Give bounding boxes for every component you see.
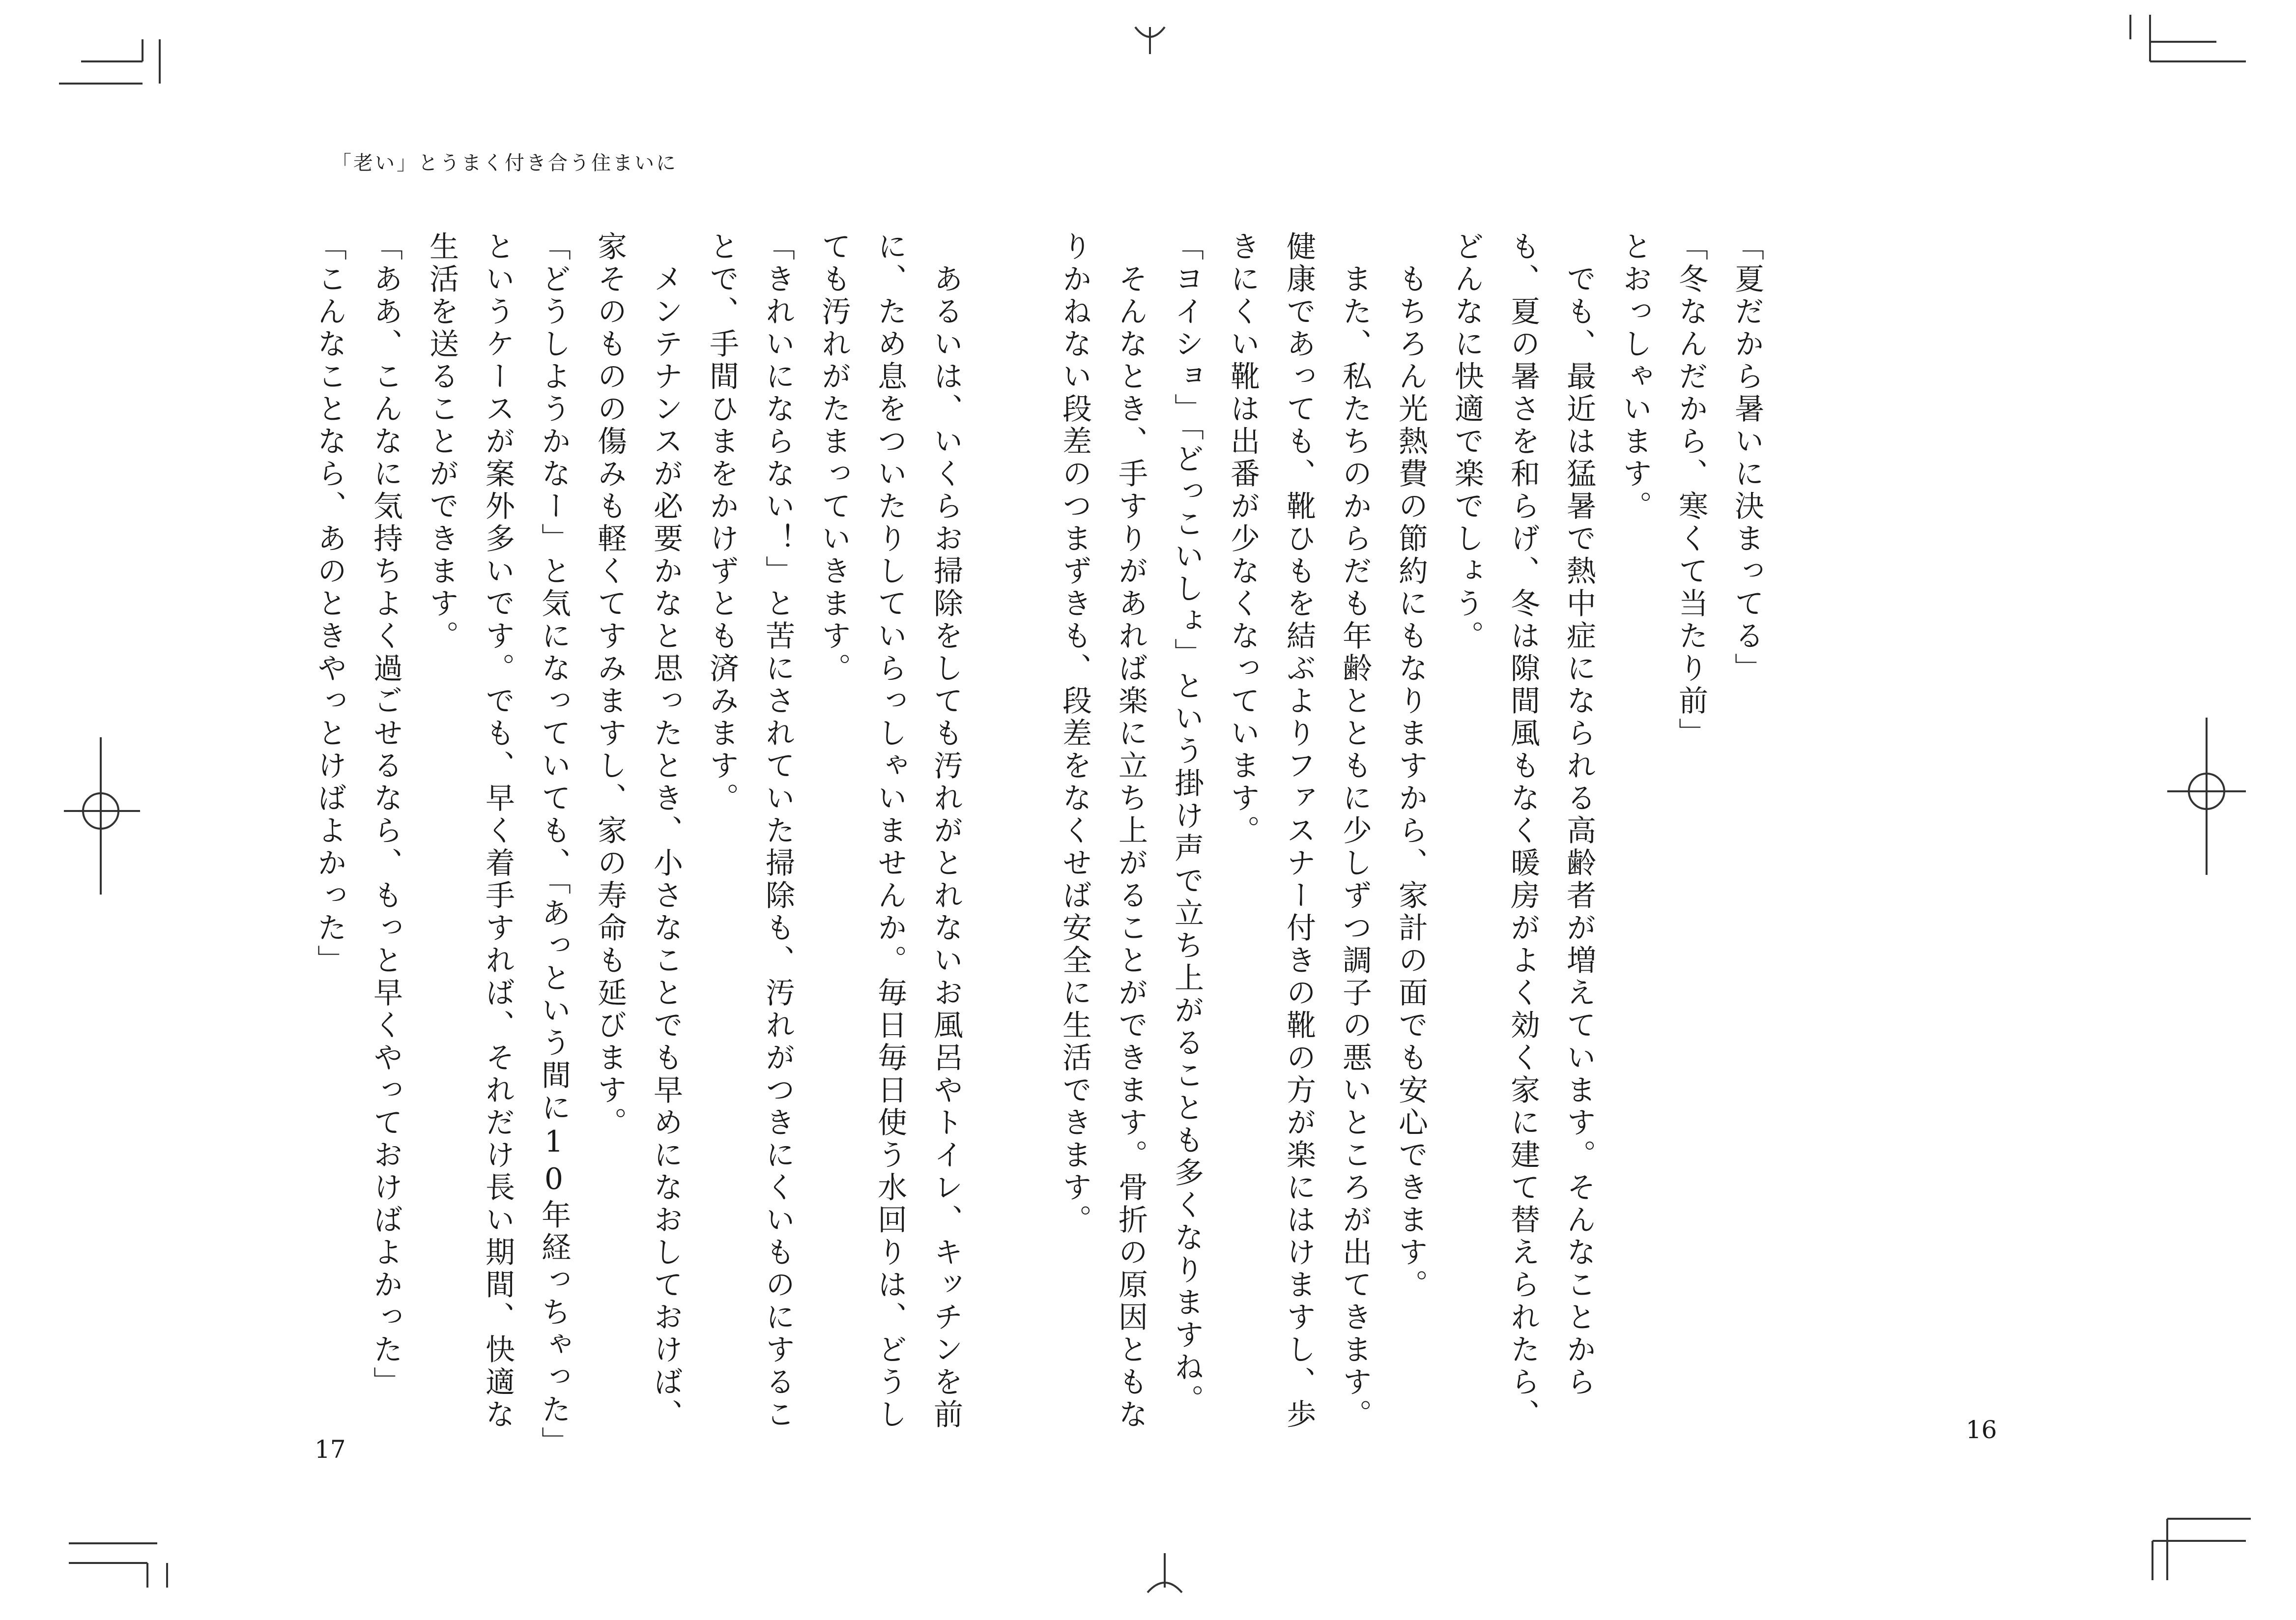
running-head: 「老い」とうまく付き合う住まいに [332,152,678,174]
text-line: 「ヨイショ」「どっこいしょ」という掛け声で立ち上がることも多くなりますね。 [1170,231,1204,1417]
text-line: 「きれいにならない！」と苦にされていた掃除も、汚れがつきにくいものにするこ [761,231,795,1431]
corner-mark-top-right [2130,15,2246,61]
text-line: 「どうしようかなー」と気になっていても、「あっという間に10年経っちゃった」 [537,231,571,1459]
text-line: 「こんなことなら、あのときやっとけばよかった」 [313,231,347,977]
text-line: も、夏の暑さを和らげ、冬は隙間風もなく暖房がよく効く家に建て替えられたら、 [1506,231,1540,1431]
text-line: メンテナンスが必要かなと思ったとき、小さなことでも早めになおしておけば、 [649,231,683,1431]
corner-mark-top-left [59,39,160,84]
page-17-body [302,231,974,1459]
text-line: とで、手間ひまをかけずとも済みます。 [705,231,739,815]
page-number-17: 17 [315,1435,346,1464]
text-line: に、ため息をついたりしていらっしゃいませんか。毎日毎日使う水回りは、どうし [873,231,907,1431]
text-line: 「冬なんだから、寒くて当たり前」 [1674,231,1708,750]
text-line: 「夏だから暑いに決まってる」 [1730,231,1764,685]
text-line: でも、最近は猛暑で熱中症になられる高齢者が増えています。そんなことから [1562,231,1596,1399]
center-mark-bottom [1148,1553,1182,1592]
text-line: というケースが案外多いです。でも、早く着手すれば、それだけ長い期間、快適な [481,231,515,1431]
text-line: 家そのものの傷みも軽くてすみますし、家の寿命も延びます。 [593,231,627,1139]
text-line: もちろん光熱費の節約にもなりますから、家計の面でも安心できます。 [1394,231,1428,1302]
page-16-body [1047,231,1775,1431]
registration-mark-left [64,737,140,895]
text-line: また、私たちのからだも年齢とともに少しずつ調子の悪いところが出てきます。 [1338,231,1372,1431]
text-line: そんなとき、手すりがあれば楽に立ち上がることができます。骨折の原因ともな [1114,231,1148,1431]
text-line: 生活を送ることができます。 [425,231,459,653]
text-line: どんなに快適で楽でしょう。 [1450,231,1484,653]
page-number-16: 16 [1966,1416,1997,1444]
text-line: りかねない段差のつまずきも、段差をなくせば安全に生活できます。 [1058,231,1092,1237]
corner-mark-bottom-right [2152,1519,2251,1580]
corner-mark-bottom-left [69,1543,167,1588]
center-mark-top [1135,27,1165,54]
text-line: 健康であっても、靴ひもを結ぶよりファスナー付きの靴の方が楽にはけますし、歩 [1282,231,1316,1431]
text-line: きにくい靴は出番が少なくなっています。 [1226,231,1260,847]
text-line: ても汚れがたまっていきます。 [817,231,851,685]
text-line: 「ああ、こんなに気持ちよく過ごせるなら、もっと早くやっておけばよかった」 [369,231,403,1399]
text-line: あるいは、いくらお掃除をしても汚れがとれないお風呂やトイレ、キッチンを前 [929,231,963,1431]
registration-mark-right [2167,718,2246,875]
text-line: とおっしゃいます。 [1618,231,1652,523]
